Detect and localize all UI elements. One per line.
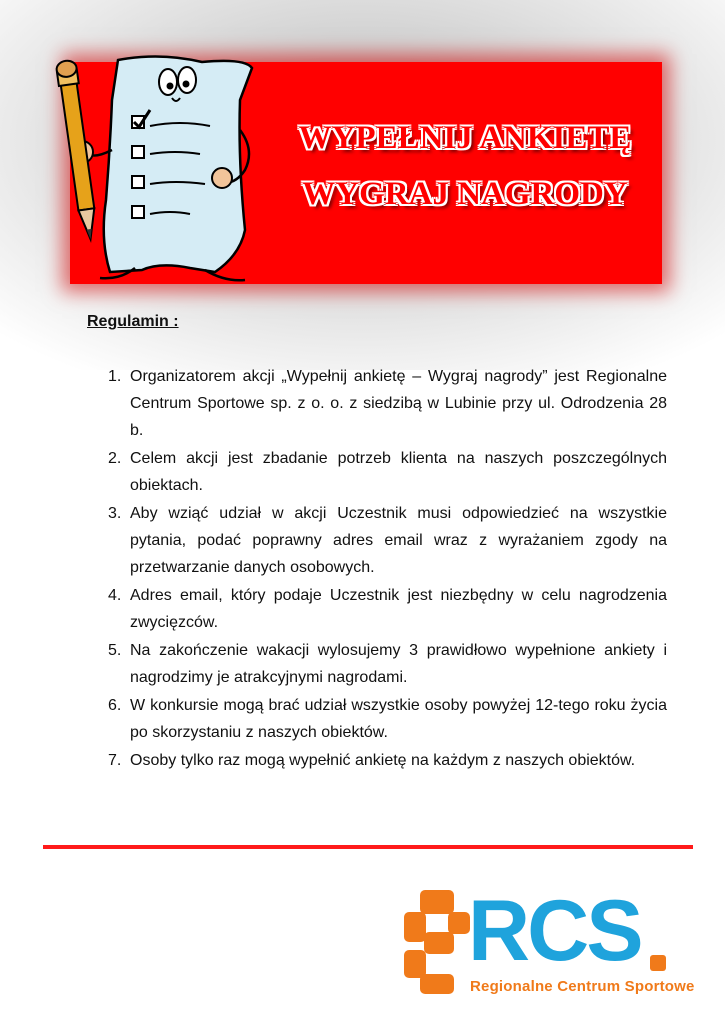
banner-line-1: WYPEŁNIJ ANKIETĘ xyxy=(298,120,632,156)
rule-item xyxy=(87,747,667,774)
banner-line-2: WYGRAJ NAGRODY xyxy=(302,176,628,212)
logo-letters: RCS xyxy=(468,883,641,979)
survey-mascot-icon xyxy=(40,40,280,290)
rule-number: 2. xyxy=(108,450,122,467)
rules-title: Regulamin : xyxy=(87,313,179,330)
logo-tagline: Regionalne Centrum Sportowe xyxy=(470,978,695,995)
rule-item xyxy=(87,582,667,636)
rules-list xyxy=(87,363,667,774)
rule-text: Celem akcji jest zbadanie potrzeb klienta na naszych poszczególnych obiektach. xyxy=(130,450,667,494)
rule-item xyxy=(87,637,667,691)
rule-text: Na zakończenie wakacji wylosujemy 3 prawidłowo wypełnione ankiety i nagrodzimy je atrakcyjnymi nagrodami. xyxy=(130,642,667,686)
rule-item xyxy=(87,363,667,444)
rule-number: 6. xyxy=(108,697,122,714)
logo-dot-icon xyxy=(650,955,666,971)
rule-text: Osoby tylko raz mogą wypełnić ankietę na każdym z naszych obiektów. xyxy=(130,752,636,769)
rule-number: 4. xyxy=(108,587,122,604)
footer-divider xyxy=(43,845,693,849)
rule-text: Organizatorem akcji „Wypełnij ankietę – Wygraj nagrody” jest Regionalne Centrum Sportowe sp. z o. o. z siedzibą w Lubinie przy ul. Odrodzenia 28 b. xyxy=(130,368,667,439)
rule-text: W konkursie mogą brać udział wszystkie osoby powyżej 12-tego roku życia po skorzystaniu z naszych obiektów. xyxy=(130,697,667,741)
rule-text: Adres email, który podaje Uczestnik jest niezbędny w celu nagrodzenia zwycięzców. xyxy=(130,587,667,631)
rule-item xyxy=(87,692,667,746)
rule-number: 7. xyxy=(108,752,122,769)
banner-heading xyxy=(265,110,665,222)
rules-section xyxy=(87,313,667,775)
rule-number: 3. xyxy=(108,505,122,522)
rule-number: 5. xyxy=(108,642,122,659)
rule-item xyxy=(87,500,667,581)
rule-text: Aby wziąć udział w akcji Uczestnik musi odpowiedzieć na wszystkie pytania, podać poprawny adres email wraz z wyrażaniem zgody na przetwarzanie danych osobowych. xyxy=(130,505,667,576)
rule-item xyxy=(87,445,667,499)
rule-number: 1. xyxy=(108,368,122,385)
